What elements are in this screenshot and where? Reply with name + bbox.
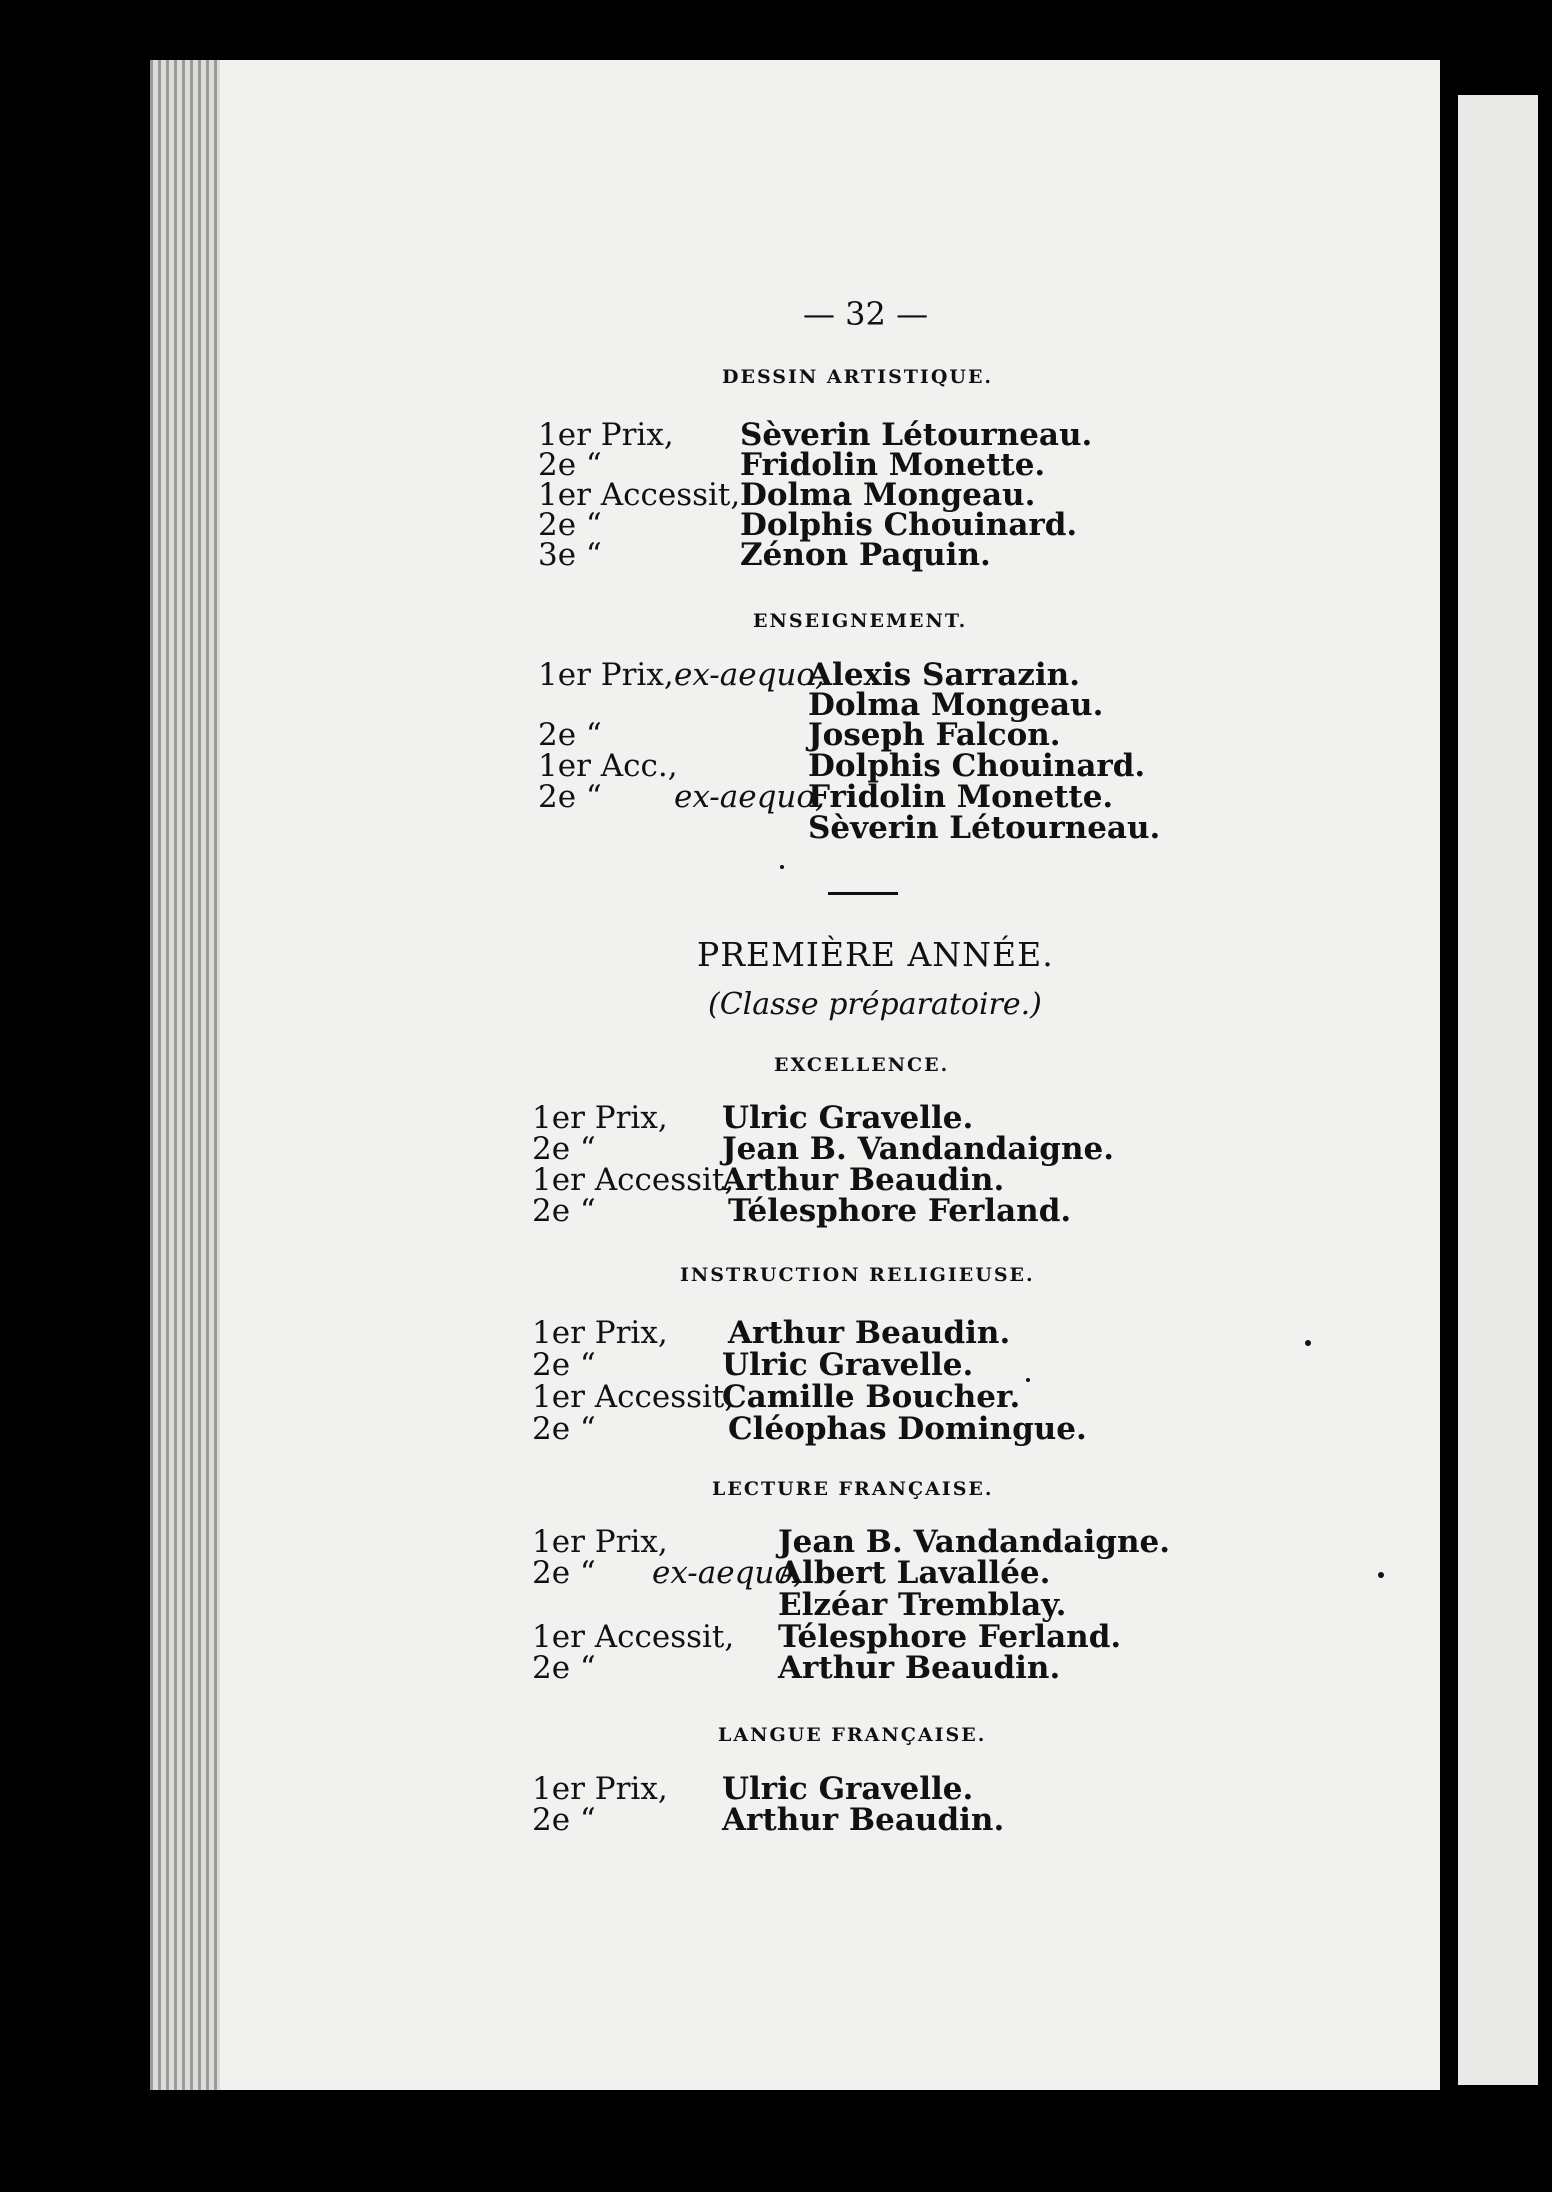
prize-label: 1er Prix, [532,1524,668,1560]
prize-label: 1er Prix, [538,417,674,453]
student-name: Sèverin Létourneau. [808,810,1161,846]
book-gutter [1440,60,1458,2090]
scan-speck [1378,1572,1384,1578]
section-heading-instruction: INSTRUCTION RELIGIEUSE. [680,1264,1035,1286]
page-edge [150,60,220,2090]
student-name: Dolma Mongeau. [808,687,1104,723]
student-name: Albert Lavallée. [778,1555,1051,1591]
section-heading-lecture: LECTURE FRANÇAISE. [712,1478,994,1500]
ex-aequo-note: ex-aequo, [674,779,825,815]
student-name: Fridolin Monette. [740,447,1046,483]
prize-label: 1er Prix, [538,657,674,693]
student-name: Arthur Beaudin. [722,1802,1005,1838]
prize-label: 2e “ [532,1650,596,1686]
student-name: Jean B. Vandandaigne. [778,1524,1170,1560]
prize-label: 1er Accessit, [532,1379,735,1415]
student-name: Elzéar Tremblay. [778,1587,1067,1623]
student-name: Ulric Gravelle. [722,1347,974,1383]
prize-label: 1er Acc., [538,748,678,784]
student-name: Arthur Beaudin. [778,1650,1061,1686]
scan-speck [1026,1378,1030,1382]
ex-aequo-note: ex-aequo, [674,657,825,693]
prize-label: 2e “ [532,1131,596,1167]
section-heading-langue: LANGUE FRANÇAISE. [718,1724,987,1746]
section-divider [828,892,898,895]
student-name: Alexis Sarrazin. [808,657,1080,693]
ex-aequo-note: ex-aequo, [652,1555,803,1591]
prize-label: 2e “ [532,1411,596,1447]
student-name: Zénon Paquin. [740,537,991,573]
student-name: Jean B. Vandandaigne. [722,1131,1114,1167]
student-name: Cléophas Domingue. [728,1411,1087,1447]
prize-label: 1er Accessit, [532,1162,735,1198]
prize-label: 1er Prix, [532,1771,668,1807]
student-name: Fridolin Monette. [808,779,1114,815]
prize-label: 2e “ [532,1347,596,1383]
prize-label: 3e “ [538,537,602,573]
scan-speck [1305,1340,1311,1346]
student-name: Sèverin Létourneau. [740,417,1093,453]
facing-page-edge [1458,95,1538,2085]
section-subtitle: (Classe préparatoire.) [708,987,1042,1022]
student-name: Dolphis Chouinard. [808,748,1146,784]
prize-label: 2e “ [538,507,602,543]
section-title: PREMIÈRE ANNÉE. [697,935,1054,974]
student-name: Dolphis Chouinard. [740,507,1078,543]
student-name: Camille Boucher. [722,1379,1021,1415]
prize-label: 1er Accessit, [538,477,741,513]
prize-label: 2e “ [538,447,602,483]
section-heading-enseignement: ENSEIGNEMENT. [753,610,968,632]
scan-speck [780,865,784,869]
student-name: Arthur Beaudin. [722,1162,1005,1198]
prize-label: 2e “ [532,1193,596,1229]
prize-label: 1er Accessit, [532,1619,735,1655]
prize-label: 1er Prix, [532,1315,668,1351]
student-name: Télesphore Ferland. [728,1193,1072,1229]
prize-label: 2e “ [538,779,602,815]
student-name: Joseph Falcon. [808,717,1061,753]
prize-label: 2e “ [532,1555,596,1591]
student-name: Ulric Gravelle. [722,1100,974,1136]
page-number: — 32 — [803,295,929,333]
student-name: Ulric Gravelle. [722,1771,974,1807]
student-name: Arthur Beaudin. [728,1315,1011,1351]
prize-label: 1er Prix, [532,1100,668,1136]
prize-label: 2e “ [538,717,602,753]
prize-label: 2e “ [532,1802,596,1838]
section-heading-excellence: EXCELLENCE. [774,1054,950,1076]
student-name: Dolma Mongeau. [740,477,1036,513]
section-heading-dessin: DESSIN ARTISTIQUE. [722,366,994,388]
student-name: Télesphore Ferland. [778,1619,1122,1655]
